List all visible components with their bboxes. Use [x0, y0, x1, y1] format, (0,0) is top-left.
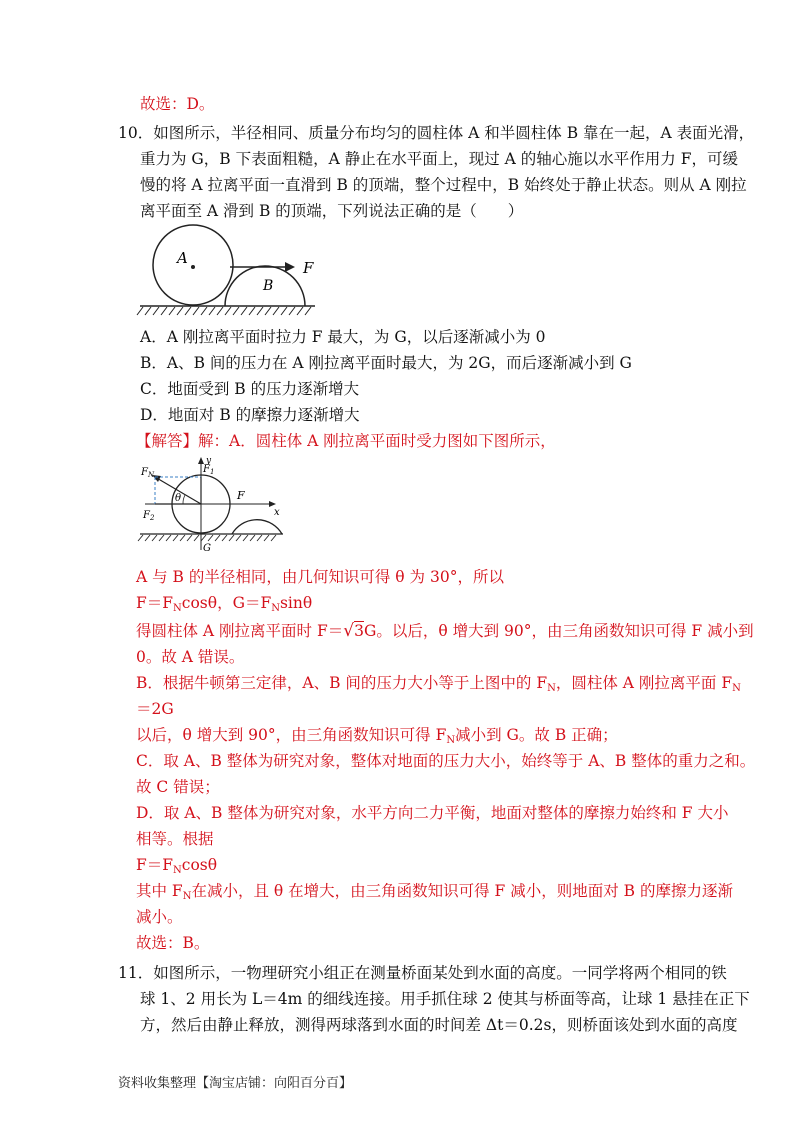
option-c: C．地面受到 B 的压力逐渐增大 [140, 380, 360, 398]
sol-line-13: 其中 $F_N$在减小，且 θ 在增大，由三角函数知识可得 F 减小，则地面对 B 的摩擦力逐渐 [136, 882, 733, 902]
q10-line-2: 重力为 G，B 下表面粗糙，A 静止在水平面上，现过 A 的轴心施以水平作用力 F，可缓 [140, 150, 738, 168]
q11-line-3: 方，然后由静止释放，测得两球落到水面的时间差 Δt＝0.2s，则桥面该处到水面的高度 [140, 1016, 738, 1034]
option-a: A．A 刚拉离平面时拉力 F 最大，为 G，以后逐渐减小为 0 [140, 328, 546, 346]
sol-line-9: 故 C 错误； [136, 778, 220, 796]
prev-answer: 故选：D。 [140, 95, 215, 113]
sol-line-11: 相等。根据 [136, 830, 214, 848]
q10-line-3: 慢的将 A 拉离平面一直滑到 B 的顶端，整个过程中，B 始终处于静止状态。则从 A 刚拉 [140, 176, 747, 194]
label-x: x [274, 507, 280, 518]
sol-line-3: 得圆柱体 A 刚拉离平面时 F＝√3G。以后，θ 增大到 90°，由三角函数知识可得 F 减小到 [136, 621, 754, 641]
label-fn: $F_N$ [141, 467, 155, 479]
q10-line-1: 10．如图所示，半径相同、质量分布均匀的圆柱体 A 和半圆柱体 B 靠在一起，A 表面光滑， [118, 124, 755, 142]
label-f1: $F_1$ [203, 464, 215, 476]
label-f-diagram: F [237, 489, 245, 502]
q11-line-2: 球 1、2 用长为 L＝4m 的细线连接。用手抓住球 2 使其与桥面等高，让球 1 悬挂在正下 [140, 990, 750, 1008]
label-b: B [263, 278, 274, 294]
label-a: A [177, 249, 188, 267]
label-f: F [303, 259, 314, 277]
sol-line-5: B．根据牛顿第三定律，A、B 间的压力大小等于上图中的 $F_N$，圆柱体 A 刚拉离平面 $F_N$ [136, 674, 741, 694]
force-diagram [135, 455, 285, 555]
q10-figure [135, 222, 335, 320]
sol-line-1: A 与 B 的半径相同，由几何知识可得 θ 为 30°，所以 [136, 568, 504, 586]
sol-line-8: C．取 A、B 整体为研究对象，整体对地面的压力大小，始终等于 A、B 整体的重力之和。 [136, 752, 756, 770]
sol-line-2: $F=F_N\cos\theta$，$G=F_N\sin\theta$ [136, 594, 313, 614]
solution-answer: 故选：B。 [136, 934, 210, 952]
option-b: B．A、B 间的压力在 A 刚拉离平面时最大，为 2G，而后逐渐减小到 G [140, 354, 632, 372]
q11-line-1: 11．如图所示，一物理研究小组正在测量桥面某处到水面的高度。一同学将两个相同的铁 [118, 964, 727, 982]
sol-line-6: ＝2G [136, 700, 174, 718]
option-d: D．地面对 B 的摩擦力逐渐增大 [140, 406, 360, 424]
q10-line-4: 离平面至 A 滑到 B 的顶端，下列说法正确的是（ ） [140, 202, 524, 220]
sol-line-14: 减小。 [136, 908, 183, 926]
label-theta: θ [175, 493, 182, 504]
label-y: y [206, 456, 212, 466]
sol-line-10: D．取 A、B 整体为研究对象，水平方向二力平衡，地面对整体的摩擦力始终和 F 大小 [136, 804, 729, 822]
page-footer: 资料收集整理【淘宝店铺：向阳百分百】 [118, 1076, 353, 1091]
label-f2: $F_2$ [143, 510, 155, 522]
sol-line-7: 以后，θ 增大到 90°，由三角函数知识可得 $F_N$减小到 G。故 B 正确； [136, 726, 618, 746]
sol-line-12: $F=F_N\cos\theta$ [136, 856, 218, 876]
label-g: G [203, 543, 211, 554]
sol-line-4: 0。故 A 错误。 [136, 648, 245, 666]
solution-header: 【解答】解：A．圆柱体 A 刚拉离平面时受力图如下图所示， [136, 432, 556, 450]
